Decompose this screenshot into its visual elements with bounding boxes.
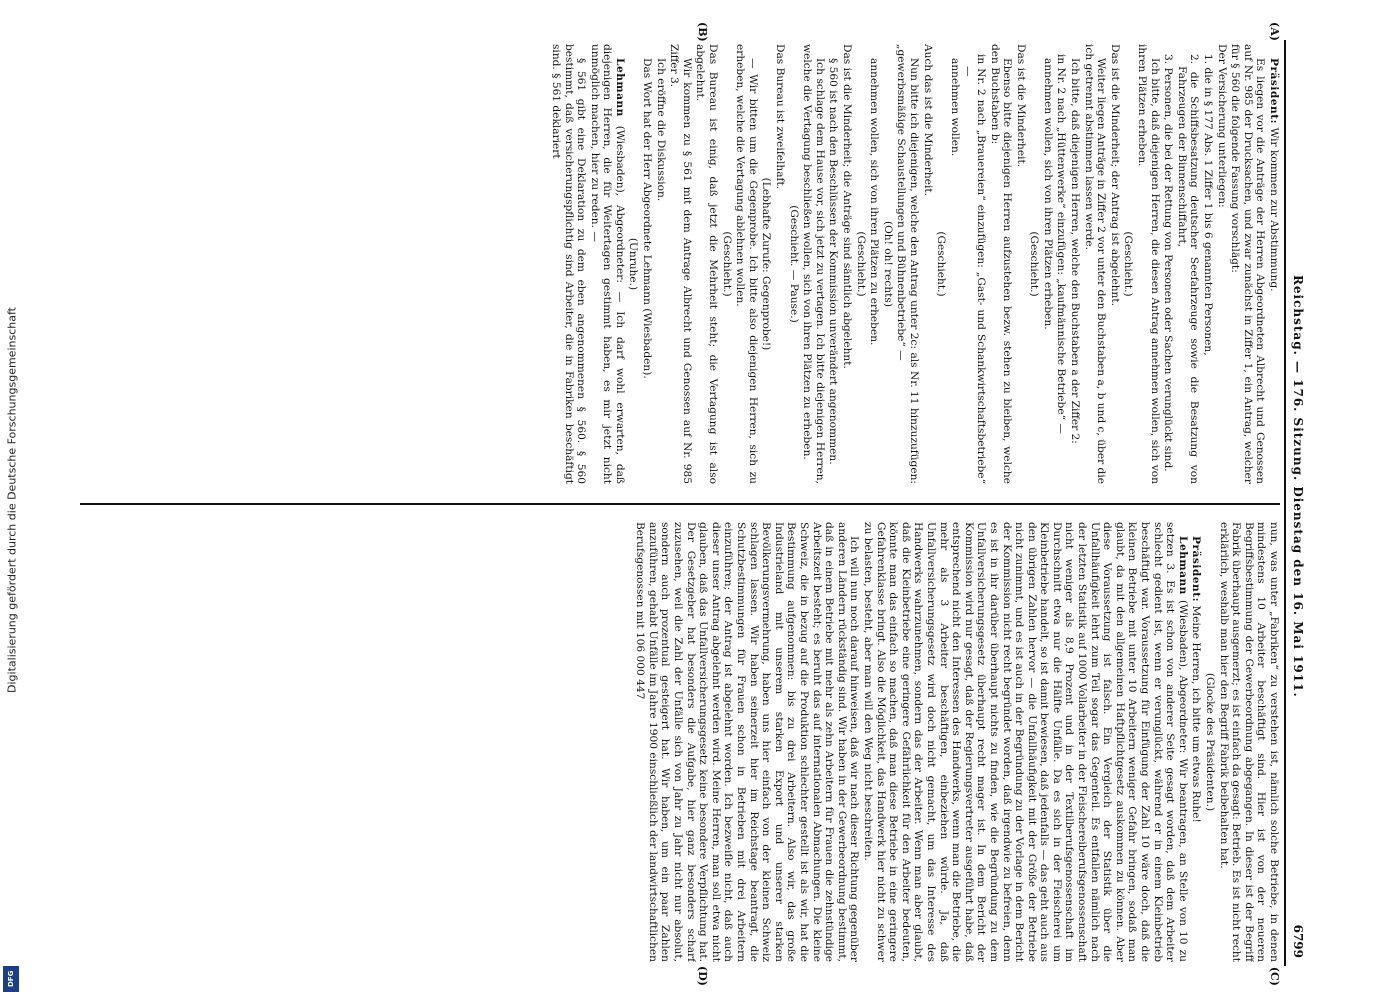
paragraph xyxy=(773,44,786,484)
paragraph xyxy=(988,44,1013,484)
margin-marker-c: (C) xyxy=(1268,966,1281,986)
speaker-name: Lehmann xyxy=(613,58,626,117)
page-number: 6799 xyxy=(1291,924,1306,958)
paragraph xyxy=(1162,44,1175,484)
paragraph xyxy=(1175,44,1200,484)
paragraph xyxy=(1201,44,1214,484)
paragraph-text: Ich bitte, daß diejenigen Herren, welche den Buchstaben a der Ziffer 2: xyxy=(1069,58,1082,444)
margin-marker-a: (A) xyxy=(1268,22,1281,41)
header-rule xyxy=(1284,40,1286,966)
paragraph-text: in Nr. 2 nach „Brauereien“ einzufügen: „Gast- und Schankwirtschaftsbetriebe“ — xyxy=(962,54,987,484)
paragraph xyxy=(627,44,640,484)
paragraph-text: Ich eröffne die Diskussion. xyxy=(654,58,667,202)
paragraph-text: nun, was unter „Fabriken“ zu verstehen ist, nämlich solche Betriebe, in denen mindestens 10 Arbeiter beschäftigt sind. Hier ist von der neueren Begriffsbestimmung der Gewerbeordnung abgegangen. In dieser ist der Begriff Fabrik überhaupt ausgemerzt; es ist einfach da gesagt: Betrieb. Es ist nicht recht erklärlich, weshalb man hier den Begriff Fabrik beibehalten hat. xyxy=(1217,522,1280,962)
paragraph xyxy=(895,44,920,484)
paragraph-text: annehmen wollen, sich von ihren Plätzen zu erheben. xyxy=(868,58,881,346)
paragraph-text: in Nr. 2 nach „Hüttenwerke“ einzufügen: „kaufmännische Betriebe“ — xyxy=(1055,54,1068,434)
paragraph xyxy=(1229,44,1267,484)
paragraph xyxy=(694,44,719,484)
paragraph xyxy=(962,44,987,484)
paragraph-text: § 560 ist nach den Beschlüssen der Kommission unverändert angenommen. xyxy=(827,58,840,465)
paragraph-text: (Lebhafte Zurufe: Gegenprobe!) xyxy=(760,177,773,351)
paragraph xyxy=(1041,44,1054,484)
paragraph-text: (Oh! oh! rechts) xyxy=(881,220,894,307)
page-header xyxy=(1288,48,1308,958)
paragraph xyxy=(1082,44,1107,484)
paragraph xyxy=(881,44,894,484)
paragraph xyxy=(760,44,773,484)
paragraph xyxy=(801,44,826,484)
paragraph xyxy=(1069,44,1082,484)
paragraph xyxy=(854,44,867,484)
left-text-column xyxy=(80,44,1280,484)
paragraph-text: (Unruhe.) xyxy=(627,237,640,291)
paragraph xyxy=(1014,44,1027,484)
paragraph xyxy=(861,522,1188,962)
paragraph-text: (Geschieht.) xyxy=(720,231,733,297)
paragraph xyxy=(948,44,961,484)
paragraph xyxy=(787,44,800,484)
paragraph-text: Wir kommen zur Abstimmung. xyxy=(1268,127,1280,292)
paragraph-text: Wir kommen zu § 561 mit dem Antrage Albrecht und Genossen auf Nr. 985 Ziffer 3. xyxy=(668,44,693,484)
paragraph xyxy=(634,522,861,962)
margin-marker-b: (B) xyxy=(696,22,709,42)
paragraph-text: — Wir bitten um die Gegenprobe. Ich bitte also diejenigen Herren, sich zu erheben, welche die Vertagung ablehnen wollen. xyxy=(734,44,759,484)
scanned-page-stage xyxy=(80,22,1308,986)
paragraph xyxy=(1028,44,1041,484)
paragraph-text: Das ist die Minderheit; die Anträge sind sämtlich abgelehnt. xyxy=(841,44,853,369)
column-divider xyxy=(80,503,1280,505)
paragraph xyxy=(1108,44,1121,484)
credit-text: Digitalisierung gefördert durch die Deutsche Forschungsgemeinschaft xyxy=(5,307,19,693)
paragraph-text: Das Bureau ist zweifelhaft. xyxy=(774,44,787,190)
paragraph-text: annehmen wollen, sich von ihren Plätzen erheben. xyxy=(1041,58,1054,330)
paragraph-text: Weiter liegen Anträge in Ziffer 2 vor unter den Buchstaben a, b und c, über die ich getrennt abstimmen lassen werde. xyxy=(1082,44,1108,484)
paragraph-text: Das ist die Minderheit; der Antrag ist abgelehnt. xyxy=(1108,44,1121,306)
document-page xyxy=(80,22,1308,986)
paragraph-text: (Wiesbaden), Abgeordneter: Wir beantragen, an Stelle von 10 zu setzen 3. Es ist schon von anderer Seite gesagt worden, daß dem Arbeiter schlecht gedient ist, wenn er verunglückt, während er in einem Kleinbetrieb beschäftigt war. Voraussetzung für Einfügung der Zahl 10 wäre doch, daß die kleinen Betriebe mit unter 10 Arbeitern weniger Gefahr bringen, sodaß man glaubt, da mit den allgemeinen Haftpflichtgesetz auskommen zu können. Aber diese Voraussetzung ist falsch. Ein Vergleich der Statistik über die Unfallhäufigkeit lehrt zum Teil sogar das Gegenteil. Es entfallen nämlich nach der letzten Statistik auf 1000 Vollarbeiter in der Fleischereiberufsgenossenschaft nicht weniger als 8,9 Prozent und in der Textilberufsgenossenschaft im Durchschnitt etwa nur die Hälfte Unfälle. Da es sich in der Fleischerei um Kleinbetriebe handelt, so ist damit bewiesen, daß jedenfalls — das geht auch aus den übrigen Zahlen hervor — die Unfallhäufigkeit mit der Größe der Betriebe nicht zunimmt, und es ist auch in der Begründung zu der Vorlage in dem Bericht der Kommission nicht recht begründet worden, daß irgendwie zu befreien, denn es ist in ihr darüber überhaupt nichts zu finden, wie die Begründung zu dem Unfallversicherungsgesetz überhaupt recht mager ist. In dem Bericht der Kommission wird nur gesagt, daß der Regierungsvertreter ausgeführt habe, daß entsprechend nicht den Interessen des Handwerks, wenn man die Betriebe, die mehr als 3 Arbeiter beschäftigen, einbeziehen würde. Ja, daß Unfallversicherungsgesetz wird doch nicht gemacht, um das Interesse des Handwerks wahrzunehmen, sondern das der Arbeiter. Wenn man aber glaubt, daß die Kleinbetriebe eine geringere Gefährlichkeit für den Arbeiter bedeuten, könnte man das einfach so machen, daß man diese Betriebe in eine geringere Gefahrenklasse bringt. Also die Möglichkeit, das Handwerk hier nicht zu schwer zu belasten, besteht, aber man will den Weg nicht beschreiten. xyxy=(862,522,1189,962)
paragraph-text: annehmen wollen. xyxy=(948,58,961,157)
paragraph xyxy=(1122,44,1135,484)
speaker-name: Präsident: xyxy=(1268,58,1280,125)
paragraph xyxy=(868,44,881,484)
paragraph xyxy=(840,44,853,484)
paragraph-text: Nun bitte ich diejenigen, welche den Antrag unter 2c: als Nr. 11 hinzuzufügen: „gewerbsmäßige Schaustellungen und Bühnenbetriebe“ — xyxy=(895,44,920,484)
speaker-name: Lehmann xyxy=(1176,536,1189,595)
digitization-credit xyxy=(0,0,24,1000)
right-text-column xyxy=(80,522,1280,962)
paragraph-text: Ebenso bitte diejenigen Herren aufzustehen bezw. stehen zu bleiben, welche den Buchstaben b: xyxy=(988,44,1014,484)
paragraph-text: 1. die in § 177 Abs. 1 Ziffer 1 bis 6 genannten Personen, xyxy=(1202,54,1215,356)
page-header-title: Reichstag. — 176. Sitzung. Dienstag den 16. Mai 1911. xyxy=(1291,274,1306,698)
paragraph xyxy=(1215,44,1228,484)
paragraph-text: 2. die Schiffsbesatzung deutscher Seefahrzeuge sowie die Besatzung von Fahrzeugen der Binnenschiffahrt, xyxy=(1175,54,1201,484)
paragraph xyxy=(935,44,948,484)
paragraph xyxy=(720,44,733,484)
paragraph xyxy=(827,44,840,484)
paragraph-text: Das Bureau ist einig, daß jetzt die Mehrheit steht; die Vertagung ist also abgelehnt. xyxy=(694,44,720,484)
paragraph-text: Meine Herren, ich bitte um etwas Ruhe! xyxy=(1190,605,1203,823)
paragraph xyxy=(921,44,934,484)
paragraph-text: Ich bitte, daß diejenigen Herren, die diesen Antrag annehmen wollen, sich von ihren Plätzen erheben. xyxy=(1136,44,1161,484)
paragraph-text: § 561 gibt eine Deklaration zu dem eben angenommenen § 560. § 560 bestimmt, daß versicherungspflichtig sind Arbeiter, die in Fabriken beschäftigt sind. § 561 deklariert xyxy=(549,44,588,484)
paragraph-text: Es liegen vor die Anträge der Herren Abgeordneten Albrecht und Genossen auf Nr. 985 der Drucksachen, und zwar zunächst in Ziffer 1, ein Antrag, welcher für § 560 die folgende Fassung vorschlägt: xyxy=(1229,44,1267,484)
paragraph-text: Auch das ist die Minderheit. xyxy=(921,44,934,197)
paragraph-text: Der Versicherung unterliegen: xyxy=(1215,44,1228,208)
paragraph xyxy=(549,44,587,484)
paragraph-text: Ich will nun noch darauf hinweisen, daß wir nach dieser Richtung gegenüber anderen Ländern rückständig sind. Wir haben in der Gewerbeordnung bestimmt, daß in einem Betriebe mit mehr als zehn Arbeitern für Frauen die zehnstündige Arbeitszeit besteht; es beruht das auf internationalen Abmachungen. Die kleine Schweiz, die in bezug auf die Produktion schlechter gestellt ist als wir, hat die Bestimmung aufgenommen: bis zu drei Arbeitern. Also wir, das große Industrieland mit unserem starken Export und unserer starken Bevölkerungsvermehrung, haben uns hier einfach von der kleinen Schweiz schlagen lassen. Wir haben seinerzeit hier im Reichstage beantragt, die Schutzbestimmungen für Frauen schon in Betrieben mit drei Arbeitern einzuführen; der Antrag ist abgelehnt worden. Ich bezweifle nicht, daß auch dieser unser Antrag abgelehnt werden wird. Meine Herren, man soll etwa nicht glauben, daß das Unfallversicherungsgesetz keine besondere Verpflichtung hat. Der Gesetzgeber hat besonders die Aufgabe, hier ganz besonders scharf zuzusehen, weil die Zahl der Unfälle sich von Jahr zu Jahr nicht nur absolut, sondern auch prozentual gesteigert hat. Wir haben, um ein paar Zahlen anzuführen, gehabt Unfälle im Jahre 1900 einschließlich der landwirtschaftlichen Berufsgenossen mit 106 000 447 xyxy=(634,522,861,962)
paragraph xyxy=(1217,522,1280,962)
paragraph-text: (Geschieht. — Pause.) xyxy=(787,205,800,323)
paragraph-text: (Glocke des Präsidenten.) xyxy=(1204,672,1217,812)
paragraph-text: (Geschieht.) xyxy=(935,231,948,297)
speaker-name: Präsident: xyxy=(1190,536,1203,603)
paragraph-text: 3. Personen, die bei der Rettung von Personen oder Sachen verunglückt sind. xyxy=(1162,54,1175,472)
paragraph xyxy=(1190,522,1203,962)
paragraph xyxy=(1135,44,1160,484)
paragraph xyxy=(668,44,693,484)
dfg-logo-icon: DFG xyxy=(3,966,19,992)
paragraph-text: (Geschieht.) xyxy=(854,231,867,297)
paragraph-text: (Geschieht.) xyxy=(1028,231,1041,297)
margin-marker-d: (D) xyxy=(696,966,709,986)
paragraph xyxy=(1055,44,1068,484)
paragraph xyxy=(654,44,667,484)
paragraph xyxy=(641,44,654,484)
paragraph xyxy=(1267,44,1280,484)
paragraph xyxy=(734,44,759,484)
paragraph-text: Das Wort hat der Herr Abgeordnete Lehmann (Wiesbaden). xyxy=(641,58,654,379)
paragraph xyxy=(1203,522,1216,962)
paragraph-text: Das ist die Minderheit. xyxy=(1014,44,1027,168)
paragraph-text: (Wiesbaden), Abgeordneter: — Ich darf wohl erwarten, daß diejenigen Herren, die für Weitertagen gestimmt haben, es mir jetzt nicht unmöglich machen, hier zu reden. — xyxy=(588,44,626,484)
paragraph xyxy=(588,44,626,484)
paragraph-text: Ich schlage dem Hause vor, sich jetzt zu vertagen. Ich bitte diejenigen Herren, welche die Vertagung beschließen wollen, sich von ihren Plätzen zu erheben. xyxy=(801,44,826,484)
paragraph-text: (Geschieht.) xyxy=(1122,231,1135,297)
